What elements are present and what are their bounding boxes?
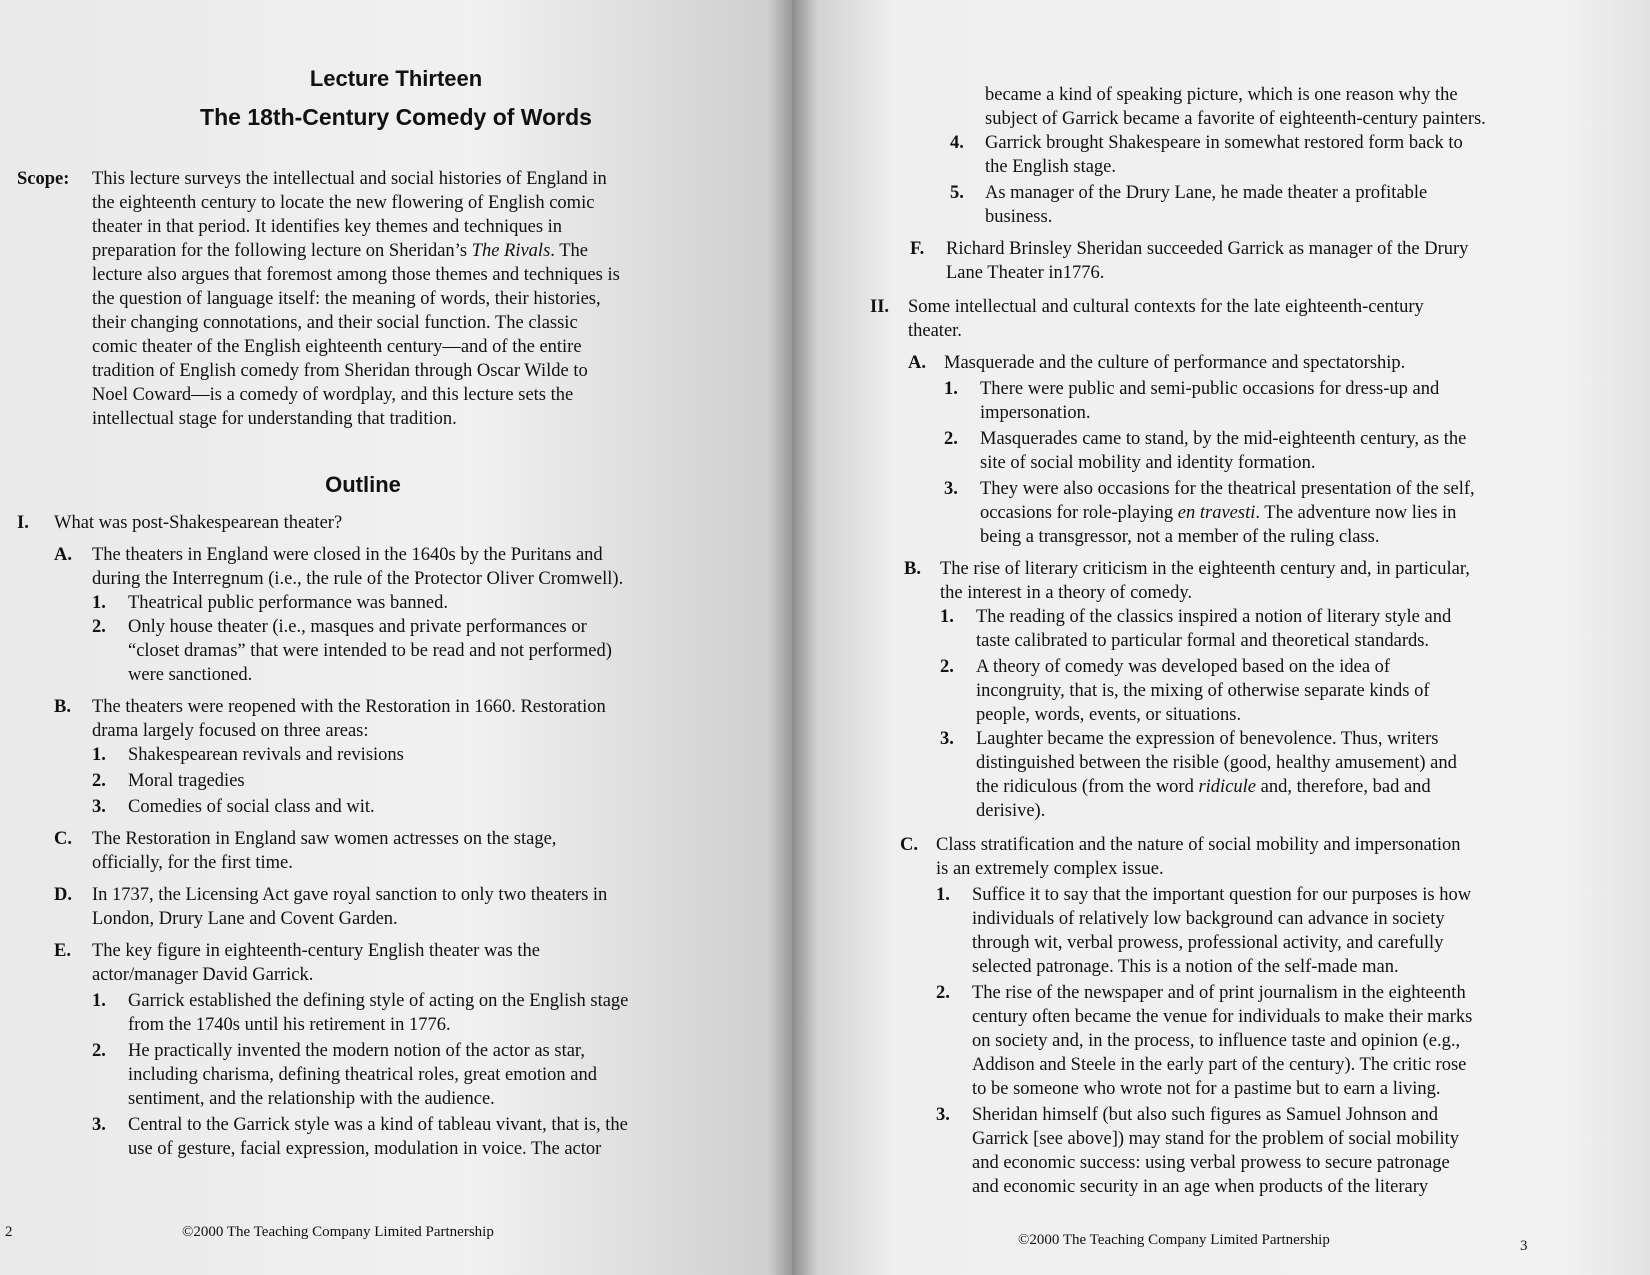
outline-line: the ridiculous (from the word ridicule and, therefore, bad and — [976, 777, 1431, 797]
outline-line: Moral tragedies — [128, 771, 245, 791]
outline-line: The theaters were reopened with the Restoration in 1660. Restoration — [92, 697, 606, 717]
outline-line: Laughter became the expression of benevolence. Thus, writers — [976, 729, 1439, 749]
outline-line: site of social mobility and identity formation. — [980, 453, 1316, 473]
outline-line: The theaters in England were closed in the 1640s by the Puritans and — [92, 545, 603, 565]
outline-line: officially, for the first time. — [92, 853, 293, 873]
outline-line: The Restoration in England saw women actresses on the stage, — [92, 829, 557, 849]
lecture-subtitle: The 18th-Century Comedy of Words — [200, 104, 592, 130]
outline-line: There were public and semi-public occasions for dress-up and — [980, 379, 1440, 399]
scope-line: lecture also argues that foremost among those themes and techniques is — [92, 265, 620, 285]
outline-marker: 2. — [92, 771, 106, 791]
outline-marker: 3. — [92, 797, 106, 817]
outline-marker: C. — [54, 829, 72, 849]
outline-line: use of gesture, facial expression, modulation in voice. The actor — [128, 1139, 602, 1159]
outline-line: being a transgressor, not a member of the ruling class. — [980, 527, 1380, 547]
outline-line: Theatrical public performance was banned. — [128, 593, 449, 613]
outline-marker: 2. — [936, 983, 950, 1003]
scope-line: Noel Coward—is a comedy of wordplay, and this lecture sets the — [92, 385, 574, 405]
outline-line: taste calibrated to particular formal and theoretical standards. — [976, 631, 1430, 651]
outline-line: incongruity, that is, the mixing of otherwise separate kinds of — [976, 681, 1430, 701]
outline-line: “closet dramas” that were intended to be read and not performed) — [128, 641, 612, 661]
scope-line: This lecture surveys the intellectual and social histories of England in — [92, 169, 607, 189]
scope-line: preparation for the following lecture on Sheridan’s The Rivals. The — [92, 241, 588, 261]
outline-marker: 1. — [944, 379, 958, 399]
outline-line: What was post-Shakespearean theater? — [54, 513, 343, 533]
outline-marker: 1. — [940, 607, 954, 627]
outline-marker: B. — [54, 697, 71, 717]
outline-line: Some intellectual and cultural contexts for the late eighteenth-century — [908, 297, 1424, 317]
outline-line: to be someone who wrote not for a pastime but to earn a living. — [972, 1079, 1441, 1099]
outline-marker: 2. — [92, 617, 106, 637]
outline-line: Lane Theater in1776. — [946, 263, 1105, 283]
footer-right: ©2000 The Teaching Company Limited Partnership — [1018, 1232, 1330, 1248]
outline-heading: Outline — [325, 472, 401, 497]
outline-line: Central to the Garrick style was a kind of tableau vivant, that is, the — [128, 1115, 628, 1135]
outline-marker: A. — [908, 353, 926, 373]
outline-line: the English stage. — [985, 157, 1117, 177]
outline-line: Garrick [see above]) may stand for the problem of social mobility — [972, 1129, 1460, 1149]
outline-line: distinguished between the risible (good, healthy amusement) and — [976, 753, 1457, 773]
outline-marker: 4. — [950, 133, 964, 153]
outline-marker: E. — [54, 941, 71, 961]
scope-label: Scope: — [17, 169, 70, 189]
outline-line: through wit, verbal prowess, professional activity, and carefully — [972, 933, 1444, 953]
outline-line: were sanctioned. — [128, 665, 253, 685]
outline-line: In 1737, the Licensing Act gave royal sanction to only two theaters in — [92, 885, 608, 905]
outline-line: sentiment, and the relationship with the audience. — [128, 1089, 495, 1109]
outline-line: Class stratification and the nature of social mobility and impersonation — [936, 835, 1461, 855]
outline-line: Richard Brinsley Sheridan succeeded Garrick as manager of the Drury — [946, 239, 1469, 259]
lecture-title: Lecture Thirteen — [309, 66, 483, 91]
outline-line: Masquerades came to stand, by the mid-eighteenth century, as the — [980, 429, 1467, 449]
outline-line: theater. — [908, 321, 962, 341]
scope-line: intellectual stage for understanding that tradition. — [92, 409, 457, 429]
scope-line: theater in that period. It identifies key themes and techniques in — [92, 217, 563, 237]
outline-marker: II. — [870, 297, 890, 317]
scope-line: comic theater of the English eighteenth century—and of the entire — [92, 337, 582, 357]
outline-line: Sheridan himself (but also such figures as Samuel Johnson and — [972, 1105, 1439, 1125]
outline-line: century often became the venue for individuals to make their marks — [972, 1007, 1473, 1027]
outline-line: on society and, in the process, to influence taste and opinion (e.g., — [972, 1031, 1461, 1051]
outline-line: business. — [985, 207, 1053, 227]
outline-line: Masquerade and the culture of performance and spectatorship. — [944, 353, 1406, 373]
outline-line: The key figure in eighteenth-century English theater was the — [92, 941, 540, 961]
outline-line: Comedies of social class and wit. — [128, 797, 375, 817]
outline-marker: 1. — [936, 885, 950, 905]
outline-line: Garrick established the defining style of acting on the English stage — [128, 991, 629, 1011]
outline-line: Addison and Steele in the early part of the century). The critic rose — [972, 1055, 1467, 1075]
scope-line: tradition of English comedy from Sheridan through Oscar Wilde to — [92, 361, 588, 381]
outline-line: subject of Garrick became a favorite of eighteenth-century painters. — [985, 109, 1486, 129]
outline-marker: 5. — [950, 183, 964, 203]
outline-marker: 2. — [944, 429, 958, 449]
outline-marker: B. — [904, 559, 921, 579]
outline-line: They were also occasions for the theatrical presentation of the self, — [980, 479, 1475, 499]
scope-line: their changing connotations, and their social function. The classic — [92, 313, 578, 333]
outline-marker: 2. — [92, 1041, 106, 1061]
outline-line: people, words, events, or situations. — [976, 705, 1242, 725]
outline-line: Suffice it to say that the important question for our purposes is how — [972, 885, 1472, 905]
outline-line: He practically invented the modern notion of the actor as star, — [128, 1041, 585, 1061]
outline-marker: I. — [17, 513, 29, 533]
outline-marker: 3. — [92, 1115, 106, 1135]
outline-line: Only house theater (i.e., masques and private performances or — [128, 617, 587, 637]
outline-line: impersonation. — [980, 403, 1091, 423]
outline-marker: 3. — [944, 479, 958, 499]
outline-line: the interest in a theory of comedy. — [940, 583, 1193, 603]
outline-line: during the Interregnum (i.e., the rule of the Protector Oliver Cromwell). — [92, 569, 624, 589]
scope-line: the question of language itself: the meaning of words, their histories, — [92, 289, 601, 309]
outline-line: As manager of the Drury Lane, he made theater a profitable — [985, 183, 1428, 203]
outline-marker: 3. — [940, 729, 954, 749]
right-page — [792, 0, 1650, 1275]
left-page — [0, 0, 792, 1275]
outline-line: drama largely focused on three areas: — [92, 721, 369, 741]
outline-line: from the 1740s until his retirement in 1776. — [128, 1015, 451, 1035]
outline-line: and economic security in an age when products of the literary — [972, 1177, 1429, 1197]
outline-line: derisive). — [976, 801, 1046, 821]
page-number-right: 3 — [1520, 1238, 1528, 1254]
outline-line: is an extremely complex issue. — [936, 859, 1164, 879]
page-number-left: 2 — [5, 1224, 13, 1240]
scope-line: the eighteenth century to locate the new flowering of English comic — [92, 193, 595, 213]
outline-line: occasions for role-playing en travesti. The adventure now lies in — [980, 503, 1457, 523]
outline-line: actor/manager David Garrick. — [92, 965, 314, 985]
outline-marker: 1. — [92, 991, 106, 1011]
outline-line: selected patronage. This is a notion of the self-made man. — [972, 957, 1399, 977]
outline-marker: C. — [900, 835, 918, 855]
outline-line: London, Drury Lane and Covent Garden. — [92, 909, 398, 929]
outline-marker: 1. — [92, 745, 106, 765]
outline-line: Garrick brought Shakespeare in somewhat restored form back to — [985, 133, 1463, 153]
outline-marker: D. — [54, 885, 72, 905]
outline-marker: 2. — [940, 657, 954, 677]
outline-line: The reading of the classics inspired a notion of literary style and — [976, 607, 1452, 627]
outline-line: and economic success: using verbal prowess to secure patronage — [972, 1153, 1450, 1173]
outline-line: The rise of literary criticism in the eighteenth century and, in particular, — [940, 559, 1470, 579]
outline-line: The rise of the newspaper and of print journalism in the eighteenth — [972, 983, 1466, 1003]
outline-line: Shakespearean revivals and revisions — [128, 745, 404, 765]
outline-marker: A. — [54, 545, 72, 565]
outline-line: A theory of comedy was developed based on the idea of — [976, 657, 1391, 677]
outline-marker: 1. — [92, 593, 106, 613]
outline-line: including charisma, defining theatrical roles, great emotion and — [128, 1065, 598, 1085]
outline-marker: 3. — [936, 1105, 950, 1125]
outline-line: became a kind of speaking picture, which is one reason why the — [985, 85, 1458, 105]
outline-line: individuals of relatively low background can advance in society — [972, 909, 1445, 929]
outline-marker: F. — [910, 239, 925, 259]
footer-left: ©2000 The Teaching Company Limited Partnership — [182, 1224, 494, 1240]
